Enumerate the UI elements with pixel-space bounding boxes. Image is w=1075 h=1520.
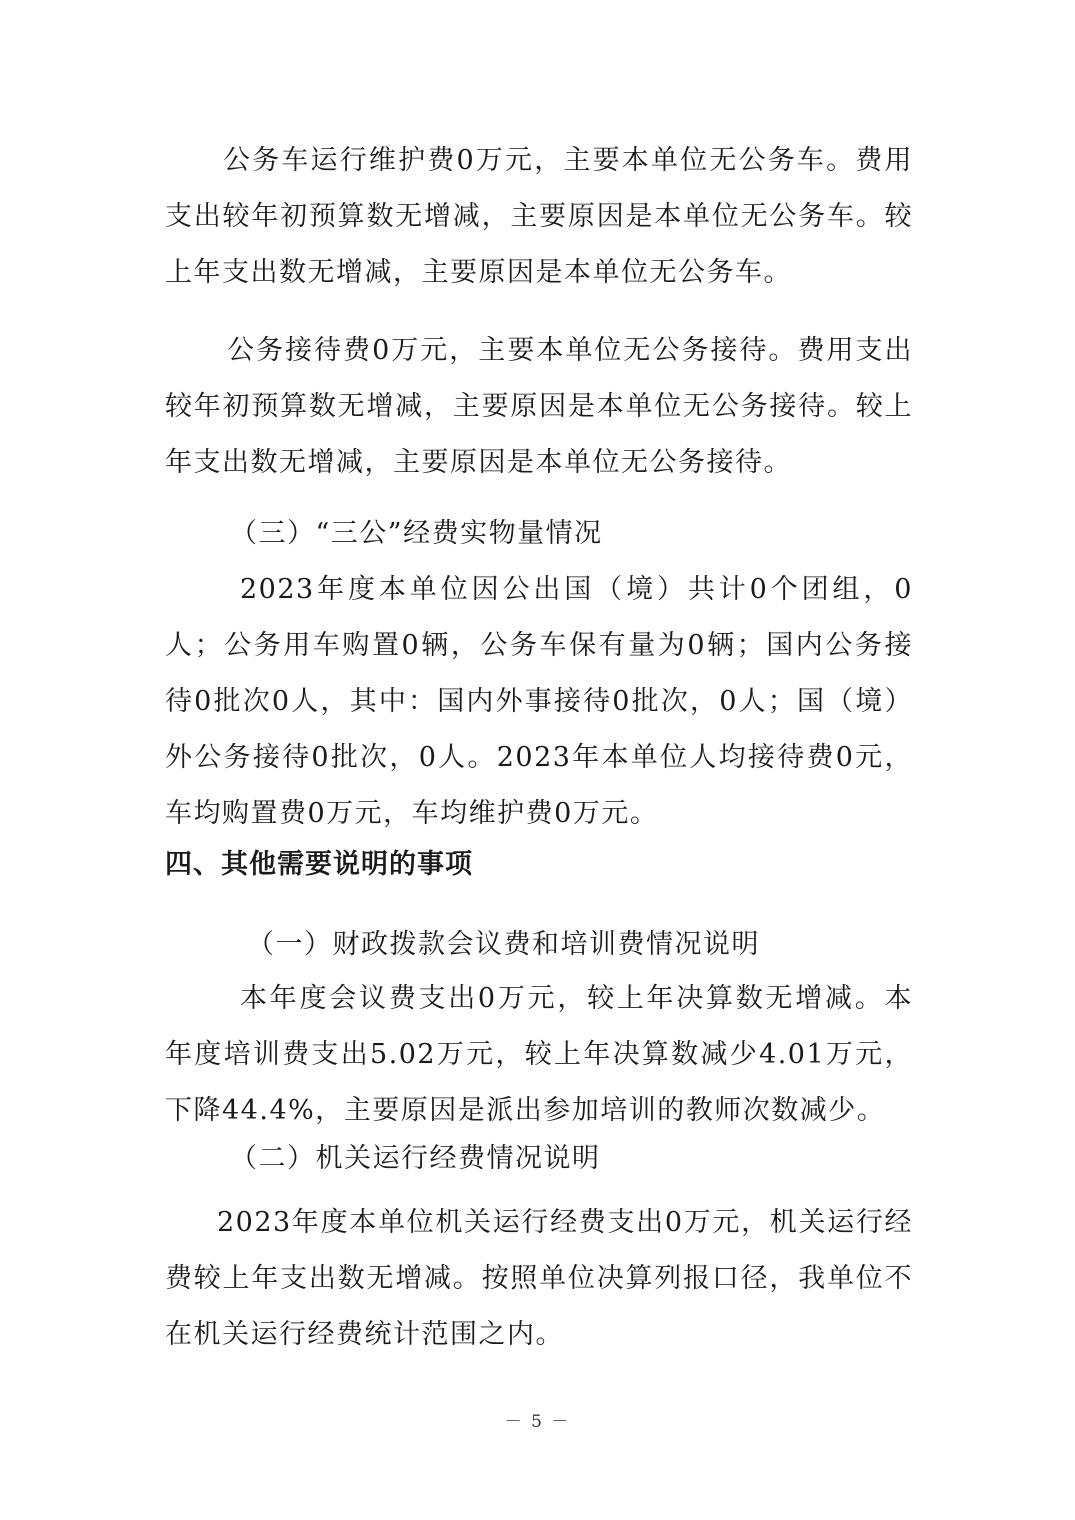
paragraph-operating-expenses: 2023年度本单位机关运行经费支出0万元，机关运行经费较上年支出数无增减。按照单位决算列报口径，我单位不在机关运行经费统计范围之内。 bbox=[165, 1207, 913, 1350]
heading-meeting-training: （一）财政拨款会议费和培训费情况说明 bbox=[247, 929, 760, 960]
paragraph-physical-quantity: 2023年度本单位因公出国（境）共计0个团组，0人；公务用车购置0辆，公务车保有量为0辆；国内公务接待0批次0人，其中：国内外事接待0批次，0人；国（境）外公务接待0批次，0人。2023年本单位人均接待费0元，车均购置费0万元，车均维护费0万元。 bbox=[165, 574, 913, 829]
paragraph-meeting-training: 本年度会议费支出0万元，较上年决算数无增减。本年度培训费支出5.02万元，较上年决算数减少4.01万元，下降44.4%，主要原因是派出参加培训的教师次数减少。 bbox=[165, 983, 913, 1126]
heading-operating: （二）机关运行经费情况说明 bbox=[230, 1143, 601, 1174]
paragraph-reception: 公务接待费0万元，主要本单位无公务接待。费用支出较年初预算数无增减，主要原因是本单位无公务接待。较上年支出数无增减，主要原因是本单位无公务接待。 bbox=[165, 335, 913, 478]
heading-sangong-physical: （三）“三公”经费实物量情况 bbox=[230, 518, 603, 549]
page-number: － 5 － bbox=[504, 1412, 571, 1432]
paragraph-vehicle-maintenance: 公务车运行维护费0万元，主要本单位无公务车。费用支出较年初预算数无增减，主要原因是本单位无公务车。较上年支出数无增减，主要原因是本单位无公务车。 bbox=[165, 145, 913, 288]
heading-section-four: 四、其他需要说明的事项 bbox=[165, 849, 473, 880]
